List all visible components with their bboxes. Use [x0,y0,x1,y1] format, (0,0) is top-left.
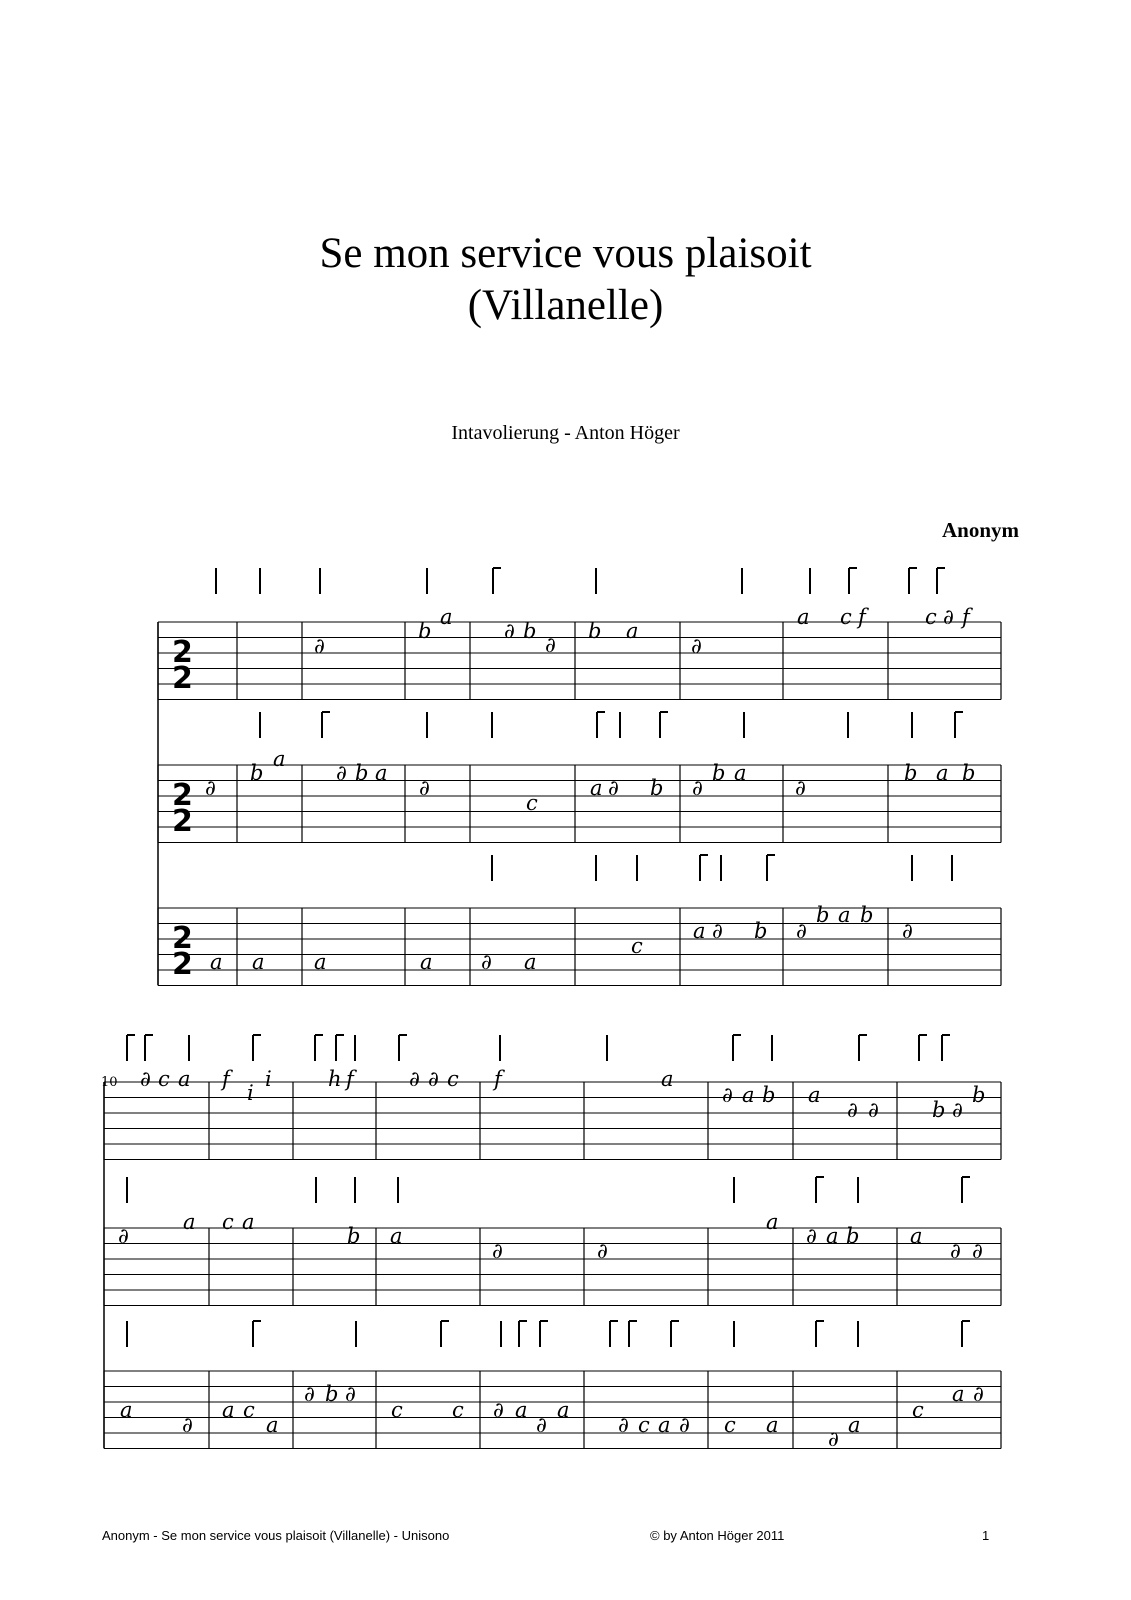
tab-letter: a [590,776,603,800]
tab-letter: b [860,903,874,927]
tab-letter: ∂ [545,633,556,657]
tab-letter: a [314,950,327,974]
tab-letter: ∂ [345,1382,356,1406]
tab-letter: i [265,1067,272,1091]
tab-letter: a [826,1224,839,1248]
tab-letter: ∂ [679,1413,690,1437]
tab-letter: ∂ [828,1427,839,1451]
tab-letter: c [243,1398,255,1422]
tab-letter: b [972,1083,986,1107]
tab-letter: b [962,761,976,785]
measure-number: 10 [101,1075,118,1090]
tab-letter: c [840,605,852,629]
tab-letter: f [494,1067,502,1091]
tab-letter: ∂ [868,1098,879,1122]
tab-letter: i [247,1081,254,1105]
tab-letter: a [766,1210,779,1234]
tab-letter: c [631,934,643,958]
time-signature-top: 2 [172,778,193,813]
tab-letter: b [904,761,918,785]
tab-letter: ∂ [314,634,325,658]
time-signature-bottom: 2 [172,804,193,839]
tab-letter: c [391,1398,403,1422]
tab-letter: ∂ [902,919,913,943]
tab-letter: f [858,605,866,629]
tab-letter: c [222,1210,234,1234]
tab-letter: f [222,1067,230,1091]
tab-letter: b [846,1224,860,1248]
tab-letter: a [626,619,639,643]
tab-letter: ∂ [597,1239,608,1263]
time-signature-bottom: 2 [172,661,193,696]
tab-letter: ∂ [304,1382,315,1406]
system-1 [158,568,1001,986]
footer-copyright: © by Anton Höger 2011 [650,1528,785,1543]
tab-letter: b [325,1382,339,1406]
tab-letter: b [355,761,369,785]
tab-letter: ∂ [608,776,619,800]
tab-letter: b [932,1098,946,1122]
tab-letter: ∂ [140,1067,151,1091]
tab-letter: ∂ [847,1098,858,1122]
tab-letter: a [693,919,706,943]
tab-letter: ∂ [618,1413,629,1437]
tab-letter: ∂ [795,776,806,800]
tab-letter: ∂ [419,776,430,800]
tab-letter: f [346,1067,354,1091]
tab-letter: a [120,1398,133,1422]
tab-letter: a [557,1398,570,1422]
tab-letter: b [347,1224,361,1248]
tab-letter: ∂ [336,761,347,785]
tab-letter: ∂ [492,1239,503,1263]
arranger-credit: Intavolierung - Anton Höger [451,422,680,444]
title-line-2: (Villanelle) [467,282,664,329]
tab-letter: a [515,1398,528,1422]
tab-letter: a [848,1413,861,1437]
tab-letter: a [242,1210,255,1234]
tab-letter: a [808,1083,821,1107]
tab-letter: ∂ [722,1083,733,1107]
tab-letter: ∂ [973,1382,984,1406]
tab-letter: a [375,761,388,785]
tab-letter: ∂ [950,1239,961,1263]
tab-letter: b [523,619,537,643]
page-number: 1 [982,1528,990,1543]
tab-letter: a [936,761,949,785]
tab-letter: a [524,950,537,974]
tab-letter: ∂ [943,605,954,629]
tab-letter: ∂ [428,1067,439,1091]
title-line-1: Se mon service vous plaisoit [319,230,812,277]
tab-letter: a [742,1083,755,1107]
tab-letter: a [252,950,265,974]
tab-letter: b [650,776,664,800]
time-signature-top: 2 [172,921,193,956]
tab-letter: c [724,1413,736,1437]
tab-letter: ∂ [536,1413,547,1437]
tab-letter: ∂ [691,634,702,658]
tab-letter: b [754,919,768,943]
tab-letter: ∂ [504,619,515,643]
tab-letter: c [912,1398,924,1422]
tab-letter: c [925,605,937,629]
tab-letter: a [661,1067,674,1091]
tab-letter: a [266,1413,279,1437]
tab-letter: a [178,1067,191,1091]
composer-name: Anonym [941,518,1019,542]
tab-letter: ∂ [712,919,723,943]
tab-letter: a [910,1224,923,1248]
tab-letter: ∂ [409,1067,420,1091]
tab-letter: a [797,605,810,629]
tab-letter: b [250,761,264,785]
tab-letter: ∂ [481,950,492,974]
footer-left: Anonym - Se mon service vous plaisoit (Villanelle) - Unisono [102,1528,450,1543]
tab-letter: a [766,1413,779,1437]
tab-letter: a [734,761,747,785]
tab-letter: c [447,1067,459,1091]
tab-letter: a [838,903,851,927]
tab-letter: f [962,605,970,629]
time-signature-bottom: 2 [172,947,193,982]
tab-letter: ∂ [118,1224,129,1248]
tab-letter: b [712,761,726,785]
tab-letter: b [418,619,432,643]
tab-letter: a [183,1210,196,1234]
tab-letter: a [210,950,223,974]
tab-letter: ∂ [692,776,703,800]
tab-letter: b [588,619,602,643]
tab-letter: ∂ [796,919,807,943]
tab-letter: h [328,1067,342,1091]
tab-letter: a [390,1224,403,1248]
tab-letter: a [420,950,433,974]
time-signature-top: 2 [172,635,193,670]
tab-letter: c [638,1413,650,1437]
tab-letter: c [452,1398,464,1422]
system-2 [104,1035,1001,1451]
tab-letter: ∂ [205,776,216,800]
tab-letter: a [440,605,453,629]
tab-letter: ∂ [493,1398,504,1422]
tab-letter: a [952,1382,965,1406]
tab-letter: ∂ [952,1098,963,1122]
tab-letter: b [762,1083,776,1107]
tab-letter: a [222,1398,235,1422]
tab-letter: c [158,1067,170,1091]
tab-letter: ∂ [806,1224,817,1248]
tab-letter: c [526,791,538,815]
tab-letter: ∂ [182,1413,193,1437]
tab-letter: ∂ [972,1239,983,1263]
tab-letter: b [816,903,830,927]
tab-letter: a [658,1413,671,1437]
tab-letter: a [273,747,286,771]
